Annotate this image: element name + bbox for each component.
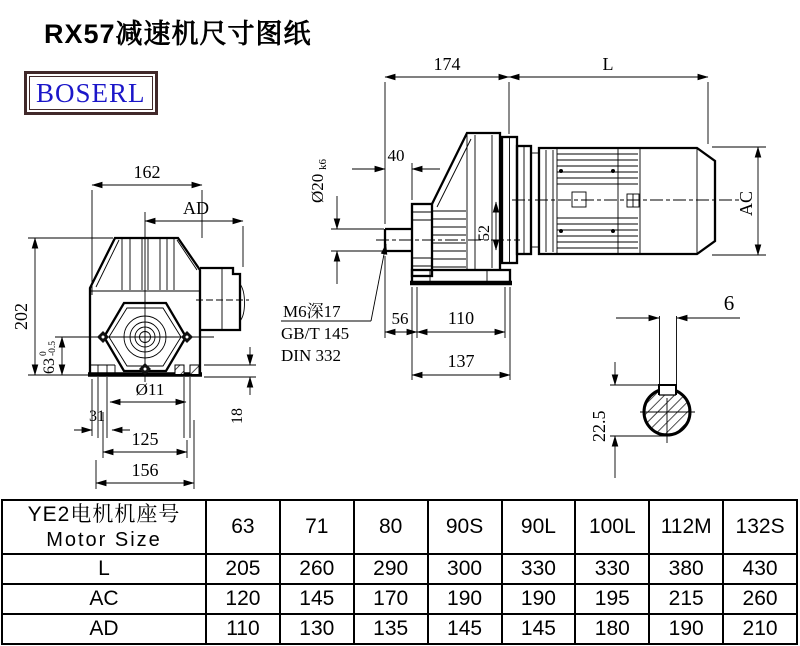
table-cell: 210	[723, 614, 797, 644]
side-view	[281, 54, 766, 380]
svg-text:GB/T 145: GB/T 145	[281, 324, 350, 343]
dim-AC	[712, 147, 766, 255]
output-shaft	[376, 229, 520, 251]
svg-text:63: 63	[41, 358, 58, 374]
boserl-logo-text: BOSERL	[29, 76, 153, 110]
svg-text:40: 40	[387, 146, 405, 165]
dim-shaft-diameter	[308, 159, 384, 285]
svg-text:DIN 332: DIN 332	[281, 346, 341, 365]
thread-callout	[281, 244, 386, 365]
table-cell: 130	[280, 614, 354, 644]
dim-40	[352, 146, 440, 200]
table-cell: 135	[354, 614, 428, 644]
svg-text:M6深17: M6深17	[283, 302, 341, 321]
table-cell: 330	[575, 554, 649, 584]
table-row-AC	[2, 584, 797, 614]
front-view	[11, 162, 256, 489]
table-header-cell	[2, 500, 206, 554]
row-label-AC: AC	[2, 584, 206, 614]
table-cell: 260	[280, 554, 354, 584]
svg-text:125: 125	[131, 429, 159, 449]
table-cell: 430	[723, 554, 797, 584]
terminal-box	[196, 268, 249, 330]
table-cell: 190	[649, 614, 723, 644]
svg-text:6: 6	[723, 291, 735, 315]
svg-text:110: 110	[447, 308, 475, 328]
col-63: 63	[206, 500, 280, 554]
svg-text:AD: AD	[183, 198, 209, 218]
col-112M: 112M	[649, 500, 723, 554]
table-cell: 110	[206, 614, 280, 644]
cooling-ribs	[122, 239, 174, 290]
table-cell: 330	[502, 554, 576, 584]
table-row-L	[2, 554, 797, 584]
svg-text:Ø20: Ø20	[308, 173, 327, 203]
table-cell: 180	[575, 614, 649, 644]
svg-text:202: 202	[11, 303, 31, 330]
col-90L: 90L	[502, 500, 576, 554]
dim-11	[110, 380, 186, 402]
row-label-L: L	[2, 554, 206, 584]
svg-text:31: 31	[89, 408, 105, 425]
table-cell: 290	[354, 554, 428, 584]
svg-text:174: 174	[433, 54, 461, 74]
dim-63	[39, 337, 96, 375]
table-row-AD	[2, 614, 797, 644]
dim-137	[412, 287, 510, 380]
col-71: 71	[280, 500, 354, 554]
svg-text:L: L	[602, 54, 614, 74]
dim-31	[74, 379, 130, 436]
table-cell: 380	[649, 554, 723, 584]
col-90S: 90S	[428, 500, 502, 554]
table-cell: 145	[428, 614, 502, 644]
dim-L	[509, 54, 708, 144]
svg-text:k6: k6	[317, 159, 329, 170]
table-cell: 190	[428, 584, 502, 614]
dim-110	[417, 287, 505, 338]
dim-125	[103, 412, 187, 458]
svg-text:56: 56	[391, 309, 409, 328]
svg-text:162: 162	[133, 162, 161, 182]
table-cell: 300	[428, 554, 502, 584]
dim-52	[476, 202, 496, 250]
svg-text:AC: AC	[736, 190, 756, 216]
svg-text:137: 137	[447, 351, 475, 371]
table-cell: 170	[354, 584, 428, 614]
col-80: 80	[354, 500, 428, 554]
table-cell: 205	[206, 554, 280, 584]
svg-text:-0.5: -0.5	[48, 340, 58, 356]
motor-size-table	[1, 499, 798, 645]
header-en: Motor Size	[46, 528, 162, 551]
svg-text:156: 156	[131, 460, 159, 480]
motor-fins	[557, 154, 638, 248]
table-cell: 260	[723, 584, 797, 614]
header-cn: YE2电机机座号	[27, 502, 181, 526]
shaft-key-section	[589, 291, 740, 478]
table-cell: 145	[502, 614, 576, 644]
svg-text:Ø11: Ø11	[135, 380, 165, 399]
dim-18	[204, 347, 256, 424]
dim-key-width	[616, 291, 740, 318]
svg-text:22.5: 22.5	[589, 410, 609, 442]
housing-fins	[433, 211, 466, 267]
table-cell: 120	[206, 584, 280, 614]
table-cell: 145	[280, 584, 354, 614]
dim-174	[385, 54, 509, 224]
table-cell: 215	[649, 584, 723, 614]
row-label-AD: AD	[2, 614, 206, 644]
svg-text:0: 0	[39, 351, 49, 356]
col-100L: 100L	[575, 500, 649, 554]
col-132S: 132S	[723, 500, 797, 554]
motor	[512, 148, 740, 254]
table-header-row	[2, 500, 797, 554]
svg-text:18: 18	[229, 408, 246, 424]
page-title: RX57减速机尺寸图纸	[44, 19, 312, 49]
dim-162	[92, 162, 202, 295]
table-cell: 190	[502, 584, 576, 614]
svg-text:52: 52	[476, 225, 493, 241]
table-cell: 195	[575, 584, 649, 614]
